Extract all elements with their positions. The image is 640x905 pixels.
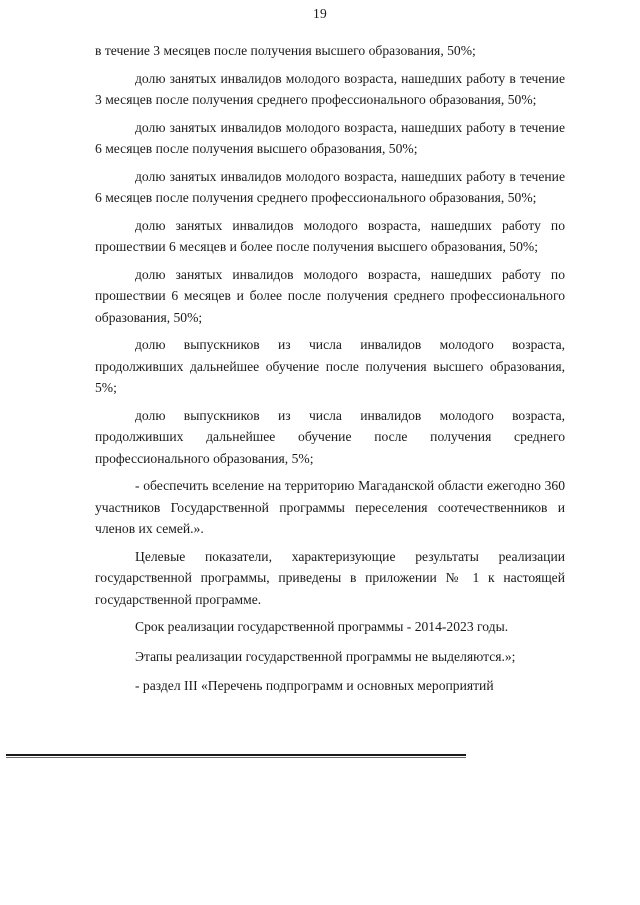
footer-divider-shadow — [6, 757, 466, 758]
paragraph: - раздел III «Перечень подпрограмм и основных мероприятий — [135, 678, 494, 693]
paragraph: - обеспечить вселение на территорию Магаданской области ежегодно 360 участников Государственной программы переселения соотечественников и членов их семей.». — [95, 478, 565, 536]
page-number: 19 — [313, 6, 327, 21]
paragraph: долю занятых инвалидов молодого возраста, нашедших работу в течение 6 месяцев после получения среднего профессионального образования, 50%; — [95, 168, 565, 205]
paragraph: Срок реализации государственной программы - 2014-2023 годы. — [135, 619, 509, 634]
paragraph: в течение 3 месяцев после получения высшего образования, 50%; — [95, 43, 476, 58]
paragraph: Этапы реализации государственной программы не выделяются.»; — [135, 648, 516, 664]
paragraph: долю занятых инвалидов молодого возраста, нашедших работу в течение 3 месяцев после получения среднего профессионального образования, 50%; — [95, 70, 565, 107]
paragraph: долю занятых инвалидов молодого возраста, нашедших работу по прошествии 6 месяцев и более после получения среднего профессионального образования, 50%; — [95, 266, 565, 325]
paragraph: долю выпускников из числа инвалидов молодого возраста, продолживших дальнейшее обучение после получения среднего профессионального образования, 5%; — [95, 407, 565, 466]
paragraph: долю занятых инвалидов молодого возраста, нашедших работу в течение 6 месяцев после получения высшего образования, 50%; — [95, 119, 565, 156]
paragraph: долю занятых инвалидов молодого возраста, нашедших работу по прошествии 6 месяцев и более после получения высшего образования, 50%; — [95, 217, 565, 254]
paragraph: Целевые показатели, характеризующие результаты реализации государственной программы, приведены в приложении № 1 к настоящей государственной программе. — [95, 548, 565, 607]
footer-divider — [6, 754, 466, 756]
document-body — [95, 40, 565, 703]
paragraph: долю выпускников из числа инвалидов молодого возраста, продолживших дальнейшее обучение после получения высшего образования, 5%; — [95, 337, 565, 395]
